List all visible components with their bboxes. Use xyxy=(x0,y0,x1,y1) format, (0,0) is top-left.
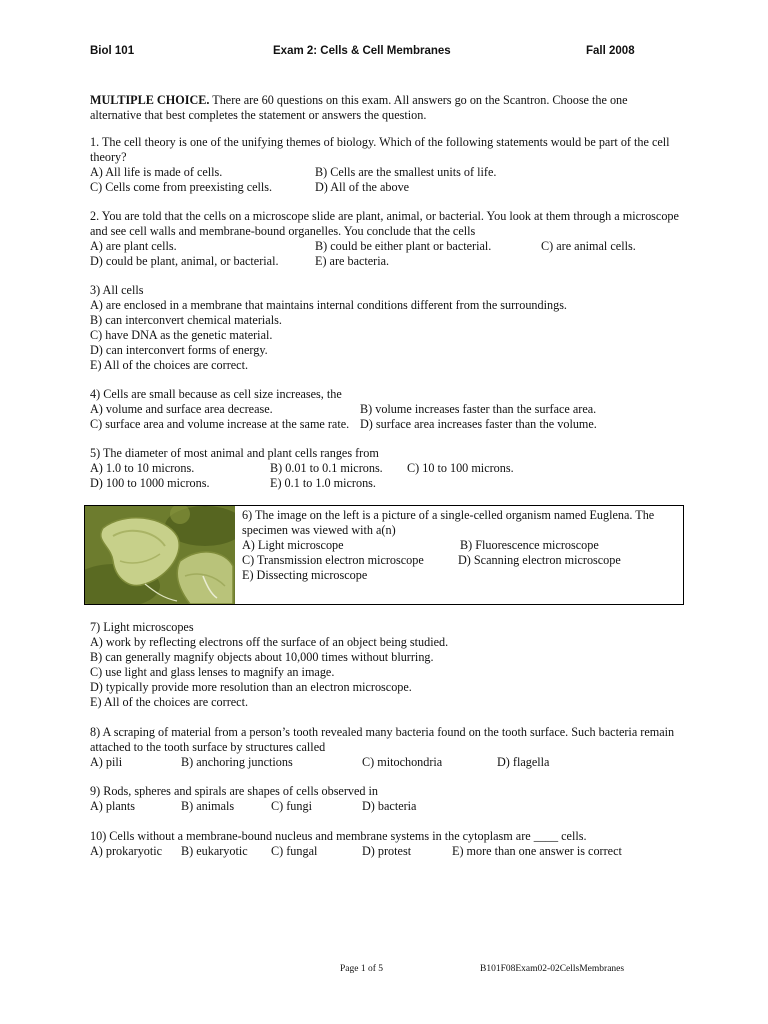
q10-option-c: C) fungal xyxy=(271,844,318,858)
file-name: B101F08Exam02-02CellsMembranes xyxy=(480,964,625,974)
question-6-stem: 6) The image on the left is a picture of a single-celled organism named Euglena. The specimen was viewed with a(n) xyxy=(242,508,655,537)
q4-option-d: D) surface area increases faster than the volume. xyxy=(360,417,597,431)
question-2-stem: 2. You are told that the cells on a microscope slide are plant, animal, or bacterial. You look at them through a microscope and see cell walls and membrane-bound organelles. You conclude that the cells xyxy=(90,209,679,238)
q10-option-d: D) protest xyxy=(362,844,412,858)
question-9-stem: 9) Rods, spheres and spirals are shapes of cells observed in xyxy=(90,784,379,798)
q9-option-d: D) bacteria xyxy=(362,799,417,813)
q5-option-d: D) 100 to 1000 microns. xyxy=(90,476,210,490)
course-code: Biol 101 xyxy=(90,45,135,57)
q3-option-b: B) can interconvert chemical materials. xyxy=(90,313,282,327)
q6-option-a: A) Light microscope xyxy=(242,538,344,552)
exam-title: Exam 2: Cells & Cell Membranes xyxy=(273,45,451,57)
question-1 xyxy=(90,135,680,195)
euglena-micrograph xyxy=(85,506,235,604)
q6-option-d: D) Scanning electron microscope xyxy=(458,553,621,567)
question-5-stem: 5) The diameter of most animal and plant cells ranges from xyxy=(90,446,379,460)
instructions xyxy=(90,93,675,123)
q6-option-b: B) Fluorescence microscope xyxy=(460,538,599,552)
question-7 xyxy=(90,620,680,710)
question-6-box xyxy=(84,505,684,605)
question-2 xyxy=(90,209,680,269)
q2-option-b: B) could be either plant or bacterial. xyxy=(315,239,492,253)
question-8-stem: 8) A scraping of material from a person’s tooth revealed many bacteria found on the tooth surface. Such bacteria remain attached to the tooth surface by structures called xyxy=(90,725,675,754)
q7-option-c: C) use light and glass lenses to magnify an image. xyxy=(90,665,335,679)
q10-option-e: E) more than one answer is correct xyxy=(452,844,622,858)
q8-option-a: A) pili xyxy=(90,755,123,769)
q4-option-c: C) surface area and volume increase at the same rate. xyxy=(90,417,350,431)
q1-option-c: C) Cells come from preexisting cells. xyxy=(90,180,273,194)
q1-option-d: D) All of the above xyxy=(315,180,410,194)
q9-option-a: A) plants xyxy=(90,799,136,813)
q3-option-d: D) can interconvert forms of energy. xyxy=(90,343,268,357)
q10-option-b: B) eukaryotic xyxy=(181,844,248,858)
q9-option-c: C) fungi xyxy=(271,799,312,813)
q1-option-a: A) All life is made of cells. xyxy=(90,165,223,179)
q5-option-e: E) 0.1 to 1.0 microns. xyxy=(270,476,376,490)
q7-option-a: A) work by reflecting electrons off the surface of an object being studied. xyxy=(90,635,449,649)
q5-option-b: B) 0.01 to 0.1 microns. xyxy=(270,461,383,475)
q5-option-c: C) 10 to 100 microns. xyxy=(407,461,514,475)
instructions-text: There are 60 questions on this exam. All answers go on the Scantron. Choose the one alternative that best completes the statement or answers the question. xyxy=(90,93,628,122)
q8-option-b: B) anchoring junctions xyxy=(181,755,293,769)
instructions-heading: MULTIPLE CHOICE. xyxy=(90,93,210,107)
question-5 xyxy=(90,446,680,491)
q7-option-b: B) can generally magnify objects about 10,000 times without blurring. xyxy=(90,650,434,664)
question-8 xyxy=(90,725,680,770)
q1-option-b: B) Cells are the smallest units of life. xyxy=(315,165,497,179)
question-4-stem: 4) Cells are small because as cell size increases, the xyxy=(90,387,342,401)
q7-option-d: D) typically provide more resolution than an electron microscope. xyxy=(90,680,412,694)
q2-option-c: C) are animal cells. xyxy=(541,239,636,253)
question-1-stem: 1. The cell theory is one of the unifying themes of biology. Which of the following statements would be part of the cell theory? xyxy=(90,135,670,164)
q6-option-c: C) Transmission electron microscope xyxy=(242,553,424,567)
q5-option-a: A) 1.0 to 10 microns. xyxy=(90,461,195,475)
q3-option-e: E) All of the choices are correct. xyxy=(90,358,249,372)
q9-option-b: B) animals xyxy=(181,799,235,813)
q3-option-c: C) have DNA as the genetic material. xyxy=(90,328,273,342)
q2-option-d: D) could be plant, animal, or bacterial. xyxy=(90,254,279,268)
question-10 xyxy=(90,829,680,859)
question-3 xyxy=(90,283,680,373)
question-3-stem: 3) All cells xyxy=(90,283,144,297)
q6-option-e: E) Dissecting microscope xyxy=(242,568,368,582)
question-9 xyxy=(90,784,680,814)
q7-option-e: E) All of the choices are correct. xyxy=(90,695,249,709)
q4-option-a: A) volume and surface area decrease. xyxy=(90,402,273,416)
question-6 xyxy=(242,508,678,583)
exam-term: Fall 2008 xyxy=(586,45,635,57)
page-header xyxy=(90,45,650,61)
q3-option-a: A) are enclosed in a membrane that maintains internal conditions different from the surroundings. xyxy=(90,298,567,312)
q8-option-d: D) flagella xyxy=(497,755,550,769)
page-number: Page 1 of 5 xyxy=(340,964,384,974)
question-7-stem: 7) Light microscopes xyxy=(90,620,194,634)
q2-option-e: E) are bacteria. xyxy=(315,254,390,268)
q10-option-a: A) prokaryotic xyxy=(90,844,163,858)
q4-option-b: B) volume increases faster than the surface area. xyxy=(360,402,597,416)
q2-option-a: A) are plant cells. xyxy=(90,239,177,253)
q8-option-c: C) mitochondria xyxy=(362,755,443,769)
question-4 xyxy=(90,387,680,432)
question-10-stem: 10) Cells without a membrane-bound nucleus and membrane systems in the cytoplasm are ____ cells. xyxy=(90,829,587,843)
